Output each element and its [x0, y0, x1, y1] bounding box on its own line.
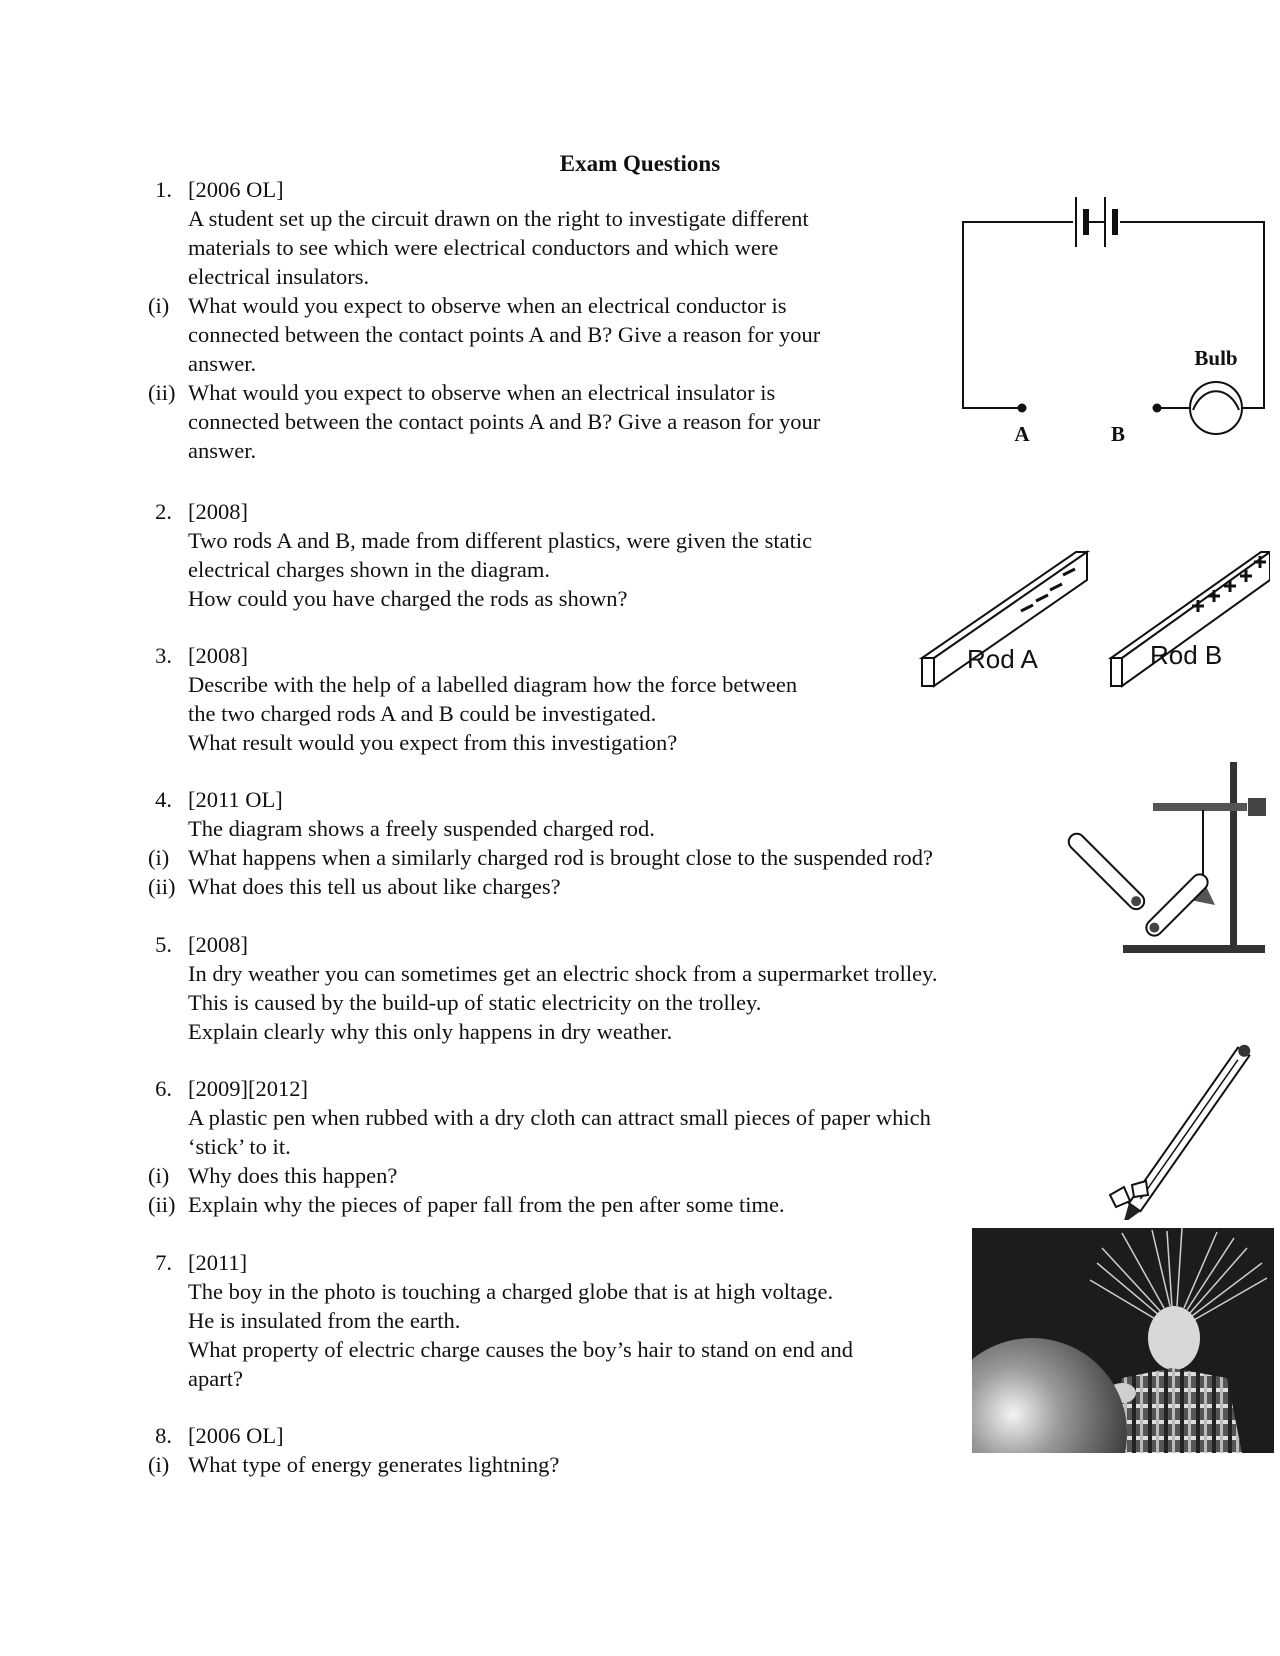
rod-b-label: Rod B [1150, 640, 1223, 670]
question-text: Two rods A and B, made from different plastics, were given the static [188, 528, 813, 553]
question-text: the two charged rods A and B could be investigated. [188, 701, 657, 726]
part-text: What does this tell us about like charges? [188, 874, 561, 899]
question-text: electrical insulators. [188, 264, 370, 289]
part-text: answer. [188, 351, 257, 376]
question-text: Describe with the help of a labelled diagram how the force between [188, 672, 798, 697]
circuit-label-a: A [1014, 422, 1030, 445]
question-text: How could you have charged the rods as shown? [188, 586, 628, 611]
question-text: He is insulated from the earth. [188, 1308, 461, 1333]
page-title: Exam Questions [559, 151, 721, 176]
part-label: (i) [148, 1163, 170, 1188]
question-text: The boy in the photo is touching a charged globe that is at high voltage. [188, 1279, 834, 1304]
stand-arm [1153, 803, 1247, 811]
circuit-diagram [955, 185, 1275, 445]
part-label: (ii) [148, 380, 176, 405]
question-tag: [2008] [188, 643, 248, 668]
boy-photo [972, 1228, 1274, 1453]
bulb-icon [1190, 382, 1242, 434]
part-label: (ii) [148, 1192, 176, 1217]
question-tag: [2009][2012] [188, 1076, 308, 1101]
question-text: What property of electric charge causes the boy’s hair to stand on end and [188, 1337, 853, 1362]
circuit-label-b: B [1110, 422, 1126, 445]
part-label: (i) [148, 293, 170, 318]
question-text: electrical charges shown in the diagram. [188, 557, 550, 582]
part-text: What would you expect to observe when an electrical insulator is [188, 380, 776, 405]
question-tag: [2011 OL] [188, 787, 283, 812]
question-number: 8. [155, 1423, 172, 1448]
question-tag: [2006 OL] [188, 177, 284, 202]
question-number: 1. [155, 177, 172, 202]
question-number: 3. [155, 643, 172, 668]
part-text: connected between the contact points A and B? Give a reason for your [188, 322, 821, 347]
question-number: 4. [155, 787, 172, 812]
part-text: What happens when a similarly charged rod is brought close to the suspended rod? [188, 845, 934, 870]
question-text: Explain clearly why this only happens in dry weather. [188, 1019, 673, 1044]
question-text: materials to see which were electrical conductors and which were [188, 235, 779, 260]
part-text: Why does this happen? [188, 1163, 398, 1188]
contact-point-b [1153, 404, 1162, 413]
part-label: (i) [148, 1452, 170, 1477]
question-text: ‘stick’ to it. [188, 1134, 291, 1159]
boy-face [1148, 1306, 1200, 1370]
part-label: (ii) [148, 874, 176, 899]
part-text: What type of energy generates lightning? [188, 1452, 560, 1477]
question-text: The diagram shows a freely suspended charged rod. [188, 816, 655, 841]
pen-diagram [1100, 1035, 1280, 1220]
stand-base [1123, 945, 1265, 953]
plaid-shirt [1112, 1368, 1242, 1453]
suspended-rod-diagram [1065, 760, 1280, 960]
contact-point-a [1018, 404, 1027, 413]
stand-pole [1230, 762, 1237, 948]
charged-rods-diagram [915, 540, 1270, 700]
approaching-rod [1065, 830, 1147, 912]
part-text: answer. [188, 438, 257, 463]
stand-clamp [1248, 798, 1266, 816]
part-text: Explain why the pieces of paper fall from the pen after some time. [188, 1192, 785, 1217]
question-number: 5. [155, 932, 172, 957]
part-text: connected between the contact points A and B? Give a reason for your [188, 409, 821, 434]
question-text: A plastic pen when rubbed with a dry cloth can attract small pieces of paper which [188, 1105, 931, 1130]
question-number: 7. [155, 1250, 172, 1275]
part-text: What would you expect to observe when an electrical conductor is [188, 293, 787, 318]
circuit-label-bulb: Bulb [1194, 346, 1238, 370]
question-tag: [2008] [188, 932, 248, 957]
part-label: (i) [148, 845, 170, 870]
question-number: 6. [155, 1076, 172, 1101]
question-number: 2. [155, 499, 172, 524]
question-text: A student set up the circuit drawn on the right to investigate different [188, 206, 809, 231]
question-tag: [2011] [188, 1250, 248, 1275]
question-tag: [2006 OL] [188, 1423, 284, 1448]
rod-a-label: Rod A [967, 644, 1038, 674]
question-tag: [2008] [188, 499, 248, 524]
question-text: In dry weather you can sometimes get an electric shock from a supermarket trolley. [188, 961, 938, 986]
question-text: This is caused by the build-up of static electricity on the trolley. [188, 990, 762, 1015]
question-text: What result would you expect from this investigation? [188, 730, 678, 755]
question-text: apart? [188, 1366, 243, 1391]
suspended-rod [1143, 871, 1211, 939]
